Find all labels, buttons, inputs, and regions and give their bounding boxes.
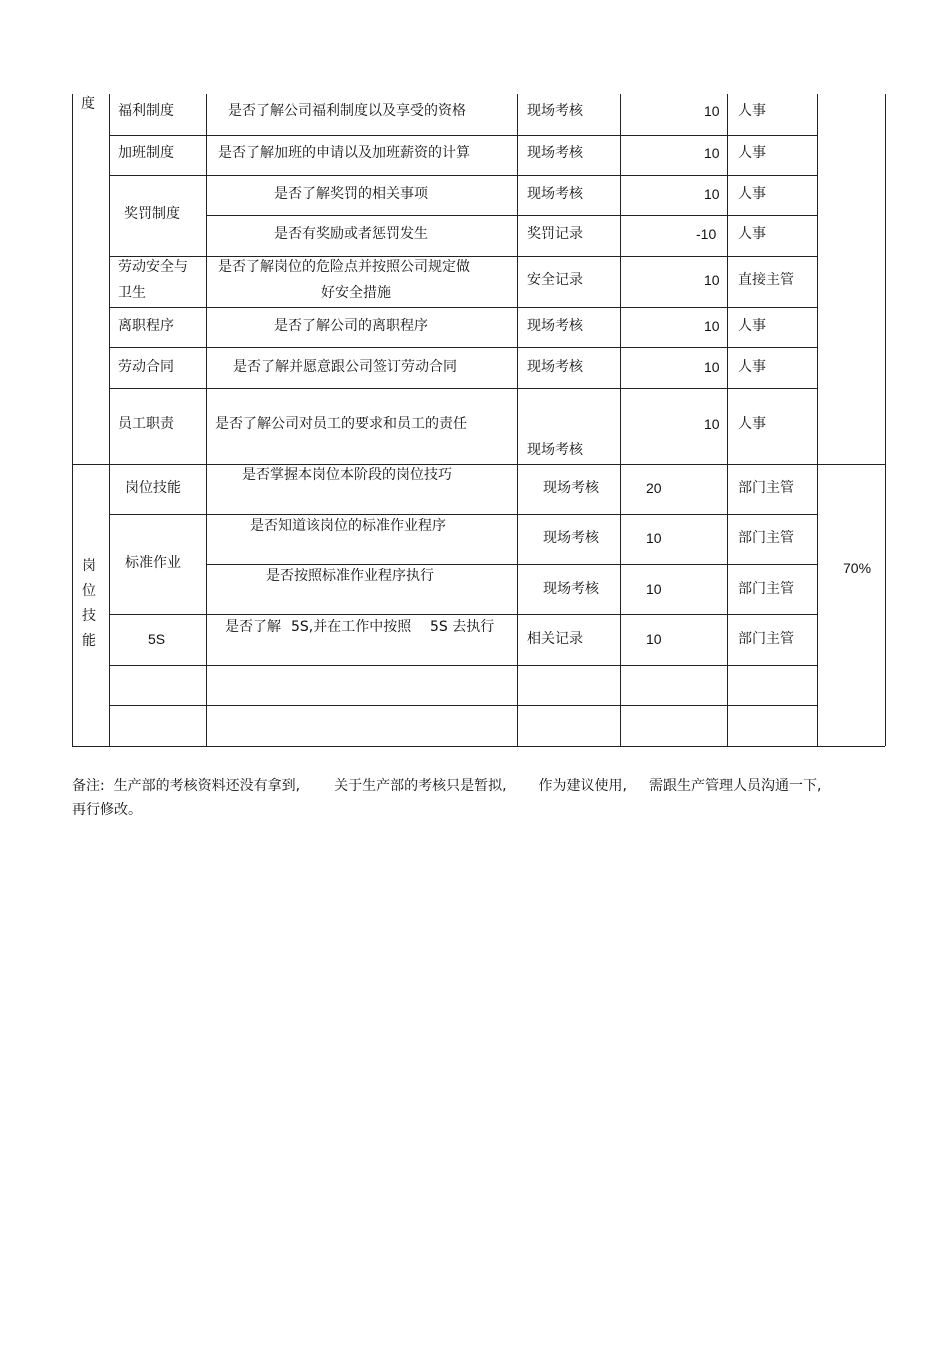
content-cell: 是否了解公司对员工的要求和员工的责任 [215,416,467,432]
content-cell: 是否了解公司福利制度以及享受的资格 [228,103,466,119]
score-cell: 10 [704,103,720,119]
method-cell: 现场考核 [527,318,583,334]
score-cell: 10 [646,631,662,647]
remark-note [72,774,882,822]
owner-cell: 人事 [738,226,766,242]
col-divider [817,94,818,746]
method-cell: 安全记录 [527,272,583,288]
remark-segment: 需跟生产管理人员沟通一下, [648,778,822,794]
section-label-tail: 度 [81,96,95,112]
section-label-char: 位 [82,583,96,599]
owner-cell: 人事 [738,145,766,161]
col-divider [620,94,621,746]
method-cell: 现场考核 [527,145,583,161]
content-cell: 是否了解 [225,619,281,635]
owner-cell: 人事 [738,359,766,375]
owner-cell: 人事 [738,103,766,119]
content-cell: 是否了解加班的申请以及加班薪资的计算 [218,145,470,161]
item-cell: 5S [148,631,166,647]
score-cell: 10 [704,145,720,161]
remark-line-1 [72,774,882,798]
method-cell: 相关记录 [527,631,583,647]
item-cell: 劳动合同 [118,359,174,375]
content-cell: 是否知道该岗位的标准作业程序 [250,518,446,534]
owner-cell: 部门主管 [738,530,794,546]
owner-cell: 人事 [738,186,766,202]
row-divider [109,256,817,257]
score-cell: 10 [704,186,720,202]
method-cell: 现场考核 [527,442,583,458]
item-cell: 劳动安全与 [118,259,188,275]
section-label-char: 能 [82,633,96,649]
content-cell: 是否了解岗位的危险点并按照公司规定做 [218,259,470,275]
content-cell: 是否了解奖罚的相关事项 [274,186,428,202]
score-cell: 10 [704,359,720,375]
content-cell: 好安全措施 [321,285,391,301]
content-cell: 是否了解公司的离职程序 [274,318,428,334]
method-cell: 现场考核 [543,530,599,546]
method-cell: 奖罚记录 [527,226,583,242]
section-label-char: 技 [82,608,96,624]
owner-cell: 部门主管 [738,480,794,496]
content-cell: 是否按照标准作业程序执行 [266,568,434,584]
row-divider [206,215,817,216]
method-cell: 现场考核 [527,186,583,202]
table-border-right [885,94,886,746]
item-cell: 标准作业 [125,555,181,571]
row-divider [109,665,817,666]
content-cell: 是否掌握本岗位本阶段的岗位技巧 [242,467,452,483]
owner-cell: 人事 [738,416,766,432]
method-cell: 现场考核 [543,581,599,597]
row-divider [109,514,817,515]
col-divider [109,94,110,746]
method-cell: 现场考核 [543,480,599,496]
remark-segment: 备注: 生产部的考核资料还没有拿到, [72,778,301,794]
content-cell: 5S 去执行 [430,619,495,635]
content-cell: 5S,并在工作中按照 [291,619,412,635]
item-cell: 加班制度 [118,145,174,161]
weight-cell: 70% [843,560,872,576]
row-divider [109,614,817,615]
owner-cell: 部门主管 [738,581,794,597]
item-cell: 卫生 [118,285,146,301]
method-cell: 现场考核 [527,103,583,119]
content-cell: 是否了解并愿意跟公司签订劳动合同 [233,359,457,375]
score-cell: -10 [696,226,717,242]
remark-line-2: 再行修改。 [72,802,142,818]
row-divider [109,307,817,308]
score-cell: 10 [704,272,720,288]
owner-cell: 人事 [738,318,766,334]
remark-segment: 关于生产部的考核只是暂拟, [334,778,507,794]
row-divider [206,564,817,565]
table-border-left [72,94,73,746]
item-cell: 福利制度 [118,103,174,119]
owner-cell: 直接主管 [738,272,794,288]
table-border-bottom [72,746,885,747]
row-divider [109,388,817,389]
col-divider [517,94,518,746]
score-cell: 10 [646,581,662,597]
row-divider [109,135,817,136]
remark-segment: 作为建议使用, [538,778,627,794]
row-divider [109,175,817,176]
item-cell: 离职程序 [118,318,174,334]
section-divider [72,464,885,465]
row-divider [109,347,817,348]
content-cell: 是否有奖励或者惩罚发生 [274,226,428,242]
col-divider [206,94,207,746]
item-cell: 岗位技能 [125,480,181,496]
score-cell: 10 [646,530,662,546]
item-cell: 奖罚制度 [124,206,180,222]
score-cell: 20 [646,480,662,496]
item-cell: 员工职责 [118,416,174,432]
row-divider [109,705,817,706]
score-cell: 10 [704,318,720,334]
section-label-char: 岗 [82,558,96,574]
owner-cell: 部门主管 [738,631,794,647]
method-cell: 现场考核 [527,359,583,375]
col-divider [727,94,728,746]
score-cell: 10 [704,416,720,432]
